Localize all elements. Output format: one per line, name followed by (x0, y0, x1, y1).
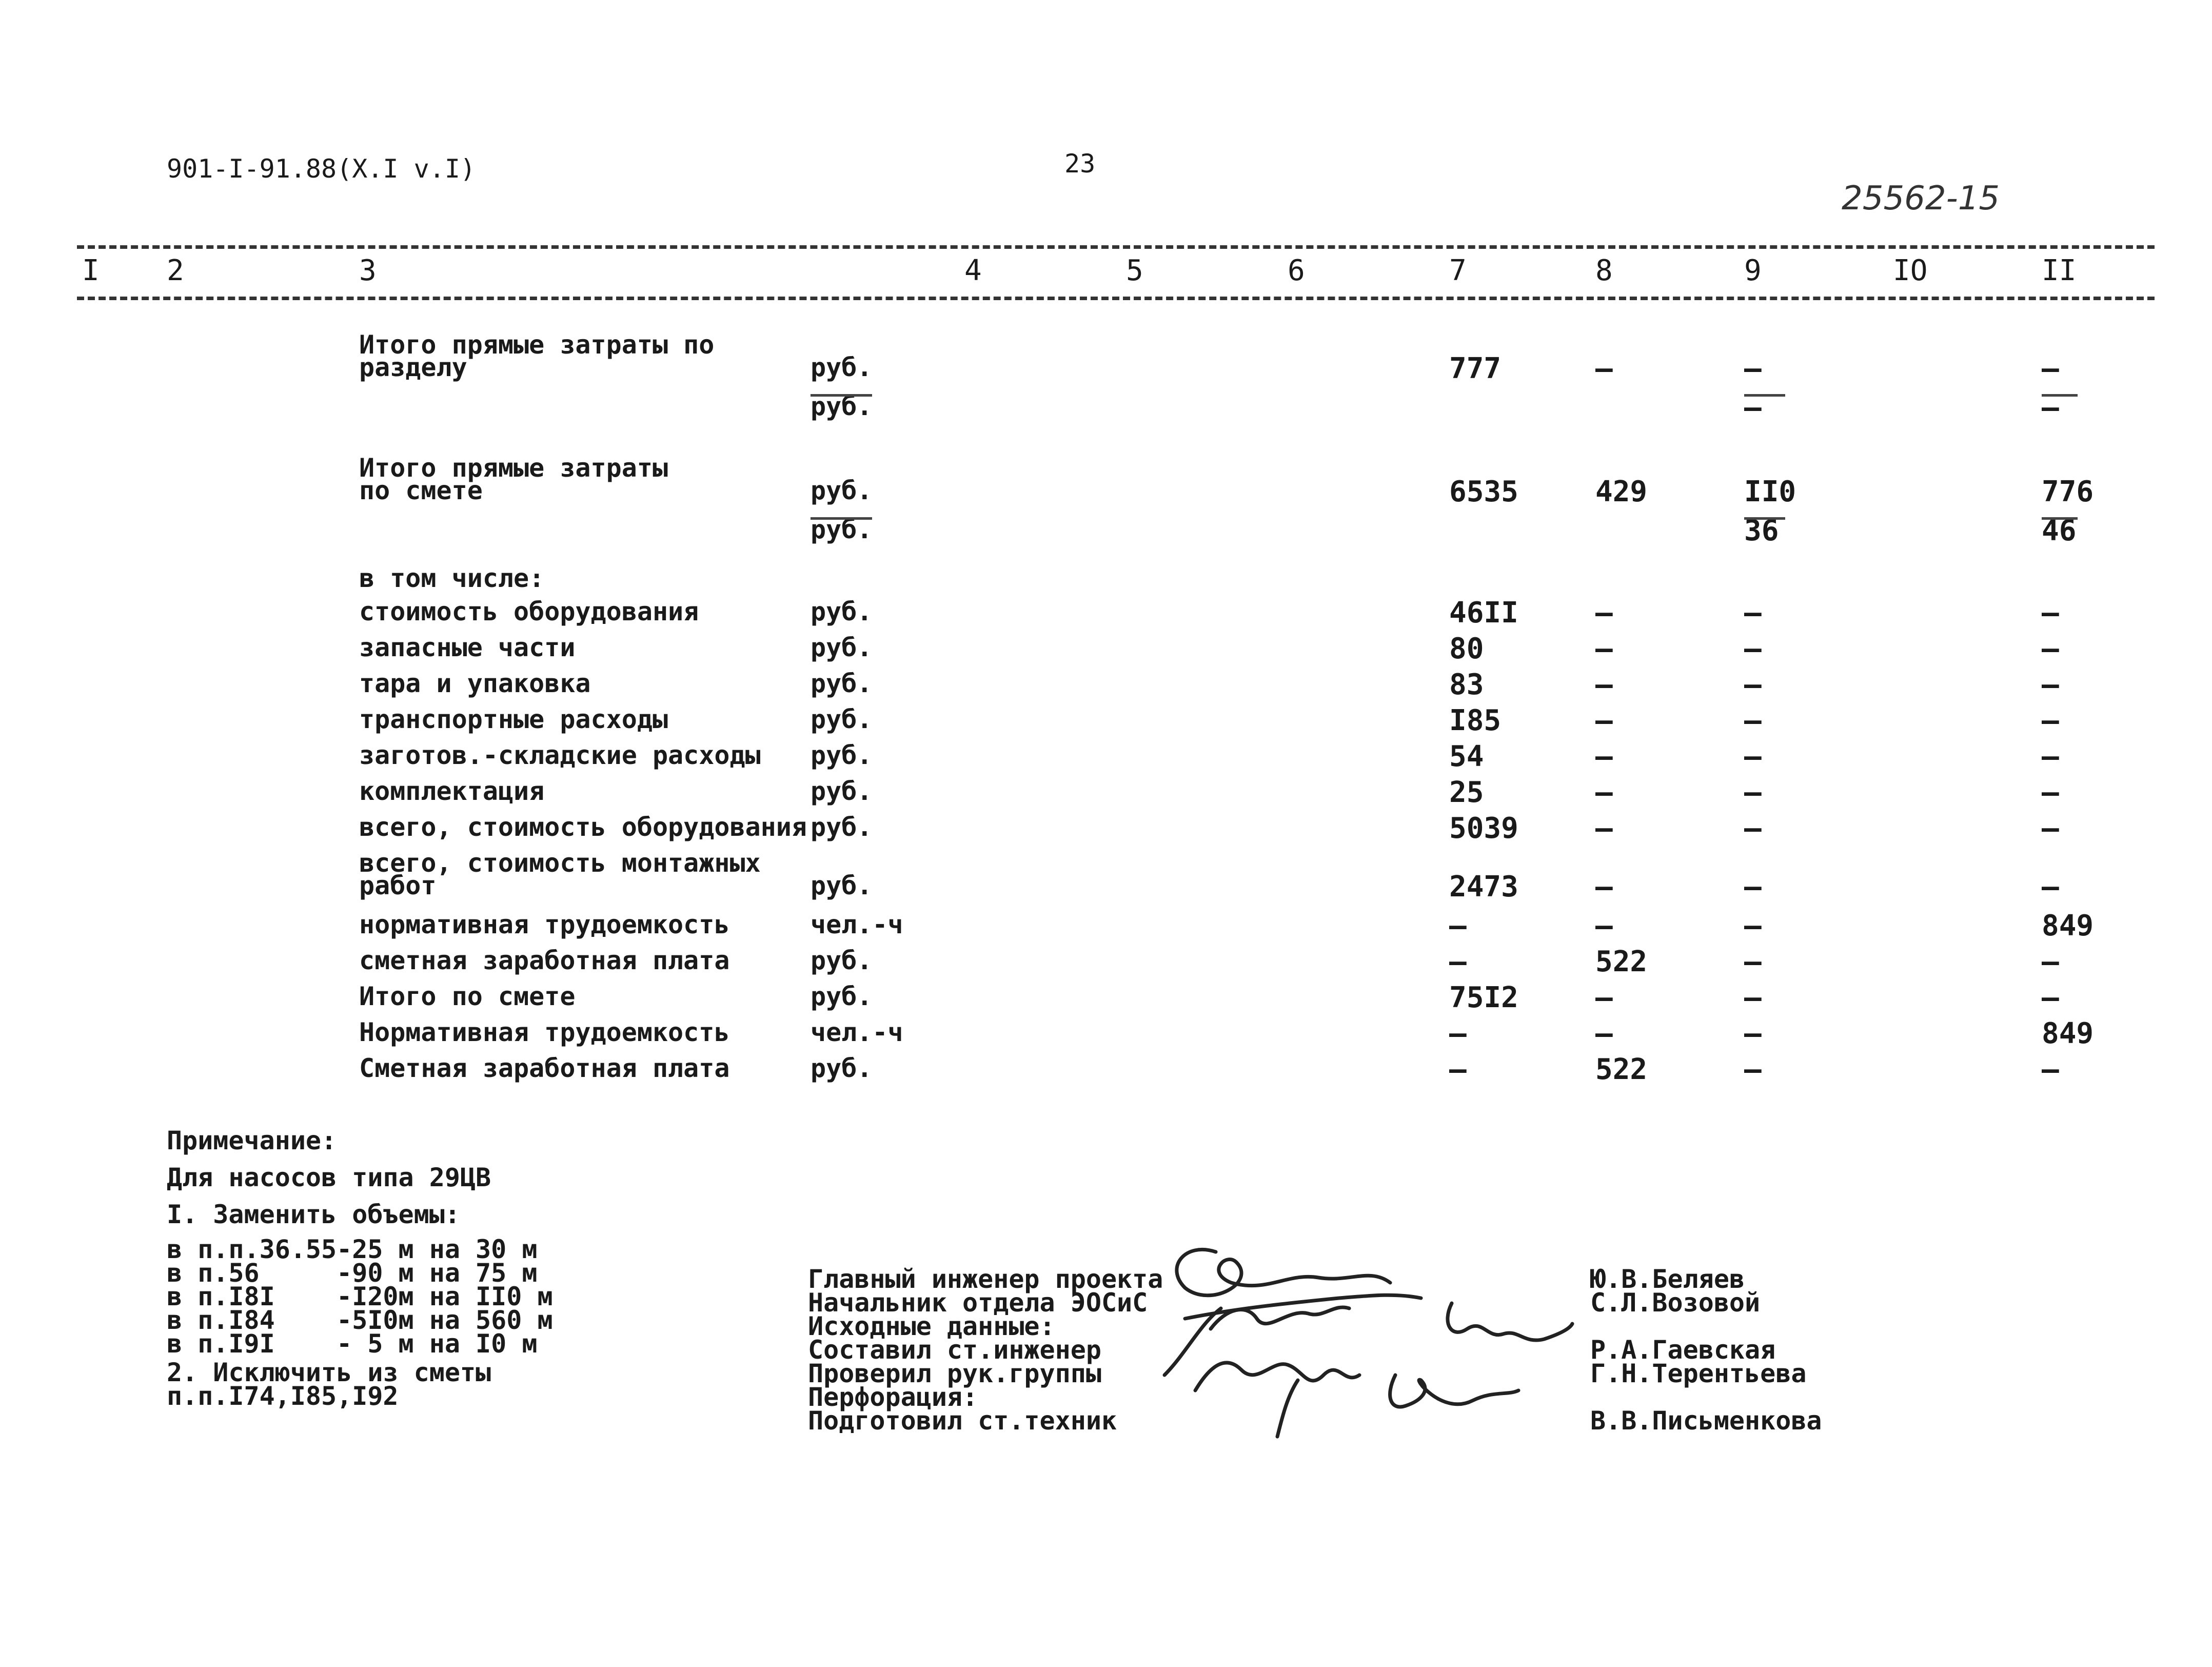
cell-col9: II0 (1744, 475, 1796, 508)
cell-col7: – (1449, 909, 1467, 943)
note-title: Примечание: (167, 1126, 337, 1155)
cell-col9: – (1744, 909, 1762, 943)
cell-col9: – (1744, 668, 1762, 701)
cell-col7: 75I2 (1449, 981, 1518, 1014)
note-line: в п.I9I - 5 м на I0 м (167, 1329, 538, 1359)
signature-role: Составил ст.инженер (808, 1335, 1101, 1365)
cell-col7: 2473 (1449, 870, 1518, 904)
cell-col11: 46 (2042, 514, 2077, 547)
row-unit: руб. (811, 740, 873, 770)
column-header: 8 (1595, 254, 1613, 287)
cell-col7: – (1449, 1017, 1467, 1050)
cell-col7: I85 (1449, 704, 1502, 737)
fraction-bar (2042, 394, 2078, 397)
row-label: нормативная трудоемкость (359, 910, 730, 939)
note-subtitle: Для насосов типа 29ЦВ (167, 1163, 491, 1192)
signature-scribbles (1154, 1221, 1575, 1447)
column-header: 3 (359, 254, 377, 287)
column-header: 9 (1744, 254, 1762, 287)
cell-col8: – (1595, 352, 1613, 385)
header-rule-bottom (77, 297, 2155, 300)
column-header: 2 (167, 254, 184, 287)
handwritten-code: 25562-15 (1842, 180, 2000, 218)
cell-col8: – (1595, 909, 1613, 943)
row-label: тара и упаковка (359, 669, 591, 698)
note-item1-title: I. Заменить объемы: (167, 1200, 460, 1229)
cell-col9: – (1744, 391, 1762, 424)
cell-col9: – (1744, 1053, 1762, 1086)
signature-role: Начальник отдела ЭОСиС (808, 1288, 1148, 1318)
signature-roles (808, 1264, 1163, 1436)
cell-col9: – (1744, 870, 1762, 904)
row-label: заготов.-складские расходы (359, 740, 761, 770)
cell-col7: 777 (1449, 352, 1502, 385)
signature-name: С.Л.Возовой (1590, 1288, 1761, 1318)
row-unit: чел.-ч (811, 910, 903, 939)
row-label: транспортные расходы (359, 704, 668, 734)
row-label: стоимость оборудования (359, 597, 699, 626)
cell-col8: – (1595, 632, 1613, 665)
cell-col7: 54 (1449, 740, 1484, 773)
signature-name: Ю.В.Беляев (1590, 1264, 1745, 1294)
column-header: II (2042, 254, 2077, 287)
cell-col7: 80 (1449, 632, 1484, 665)
cell-col11: – (2042, 981, 2059, 1014)
cell-col7: 83 (1449, 668, 1484, 701)
signature-name: В.В.Письменкова (1590, 1406, 1822, 1436)
fraction-bar (1744, 517, 1785, 520)
row-label: в том числе: (359, 563, 545, 593)
signature-role: Подготовил ст.техник (808, 1406, 1117, 1436)
fraction-bar (811, 517, 872, 520)
cell-col11: – (2042, 668, 2059, 701)
cell-col11: – (2042, 870, 2059, 904)
cell-col11: – (2042, 740, 2059, 773)
row-unit: руб. (811, 352, 873, 382)
note-line: в п.56 -90 м на 75 м (167, 1258, 538, 1288)
cell-col8: – (1595, 740, 1613, 773)
page-number: 23 (1064, 149, 1096, 179)
cell-col8: – (1595, 1017, 1613, 1050)
row-unit: руб. (811, 391, 873, 421)
cell-col9: – (1744, 945, 1762, 978)
cell-col11: – (2042, 596, 2059, 630)
row-unit: руб. (811, 669, 873, 698)
cell-col11: 776 (2042, 475, 2094, 508)
row-label: всего, стоимость монтажных работ (359, 848, 761, 900)
column-header: 6 (1288, 254, 1305, 287)
cell-col8: 522 (1595, 1053, 1648, 1086)
row-unit: руб. (811, 946, 873, 975)
row-unit: руб. (811, 1053, 873, 1083)
row-unit: чел.-ч (811, 1017, 903, 1047)
note-line: в п.I84 -5I0м на 560 м (167, 1305, 553, 1335)
cell-col7: 6535 (1449, 475, 1518, 508)
row-unit: руб. (811, 476, 873, 505)
signature-names (1590, 1264, 1822, 1436)
row-label: Сметная заработная плата (359, 1053, 730, 1083)
cell-col8: – (1595, 870, 1613, 904)
row-label: Итого прямые затраты по разделу (359, 330, 715, 382)
note-line: в п.п.36.55-25 м на 30 м (167, 1234, 538, 1264)
cell-col9: – (1744, 352, 1762, 385)
fraction-bar (1744, 394, 1785, 397)
note-block (167, 1126, 553, 1411)
row-unit: руб. (811, 871, 873, 900)
cell-col7: 46II (1449, 596, 1518, 630)
column-header: 7 (1449, 254, 1467, 287)
fraction-bar (811, 394, 872, 397)
row-label: всего, стоимость оборудования (359, 812, 807, 842)
fraction-bar (2042, 517, 2078, 520)
cell-col9: 36 (1744, 514, 1779, 547)
cell-col8: 522 (1595, 945, 1648, 978)
cell-col9: – (1744, 740, 1762, 773)
signature-role: Перфорация: (808, 1382, 978, 1412)
note-line: п.п.I74,I85,I92 (167, 1381, 399, 1411)
note-item1-lines (167, 1234, 553, 1359)
cell-col11: – (2042, 352, 2059, 385)
row-label: Итого по смете (359, 982, 576, 1011)
cell-col9: – (1744, 632, 1762, 665)
cell-col11: – (2042, 945, 2059, 978)
note-line: в п.I8I -I20м на II0 м (167, 1282, 553, 1311)
cell-col11: – (2042, 632, 2059, 665)
row-label: Итого прямые затраты по смете (359, 453, 668, 505)
row-label: сметная заработная плата (359, 946, 730, 975)
column-header: 4 (964, 254, 982, 287)
cell-col7: 25 (1449, 776, 1484, 809)
cell-col7: – (1449, 1053, 1467, 1086)
row-label: комплектация (359, 776, 545, 806)
cell-col11: 849 (2042, 909, 2094, 943)
cell-col11: – (2042, 812, 2059, 845)
note-line: 2. Исключить из сметы (167, 1358, 491, 1387)
row-unit: руб. (811, 704, 873, 734)
cell-col7: 5039 (1449, 812, 1518, 845)
row-unit: руб. (811, 982, 873, 1011)
cell-col11: – (2042, 391, 2059, 424)
signature-role: Главный инженер проекта (808, 1264, 1163, 1294)
cell-col8: – (1595, 776, 1613, 809)
signature-name: Г.Н.Терентьева (1590, 1359, 1807, 1388)
cell-col9: – (1744, 981, 1762, 1014)
cell-col9: – (1744, 596, 1762, 630)
signature-role: Проверил рук.группы (808, 1359, 1101, 1388)
row-unit: руб. (811, 597, 873, 626)
cell-col9: – (1744, 704, 1762, 737)
cell-col11: – (2042, 776, 2059, 809)
row-label: Нормативная трудоемкость (359, 1017, 730, 1047)
row-unit: руб. (811, 515, 873, 544)
column-header: 5 (1126, 254, 1143, 287)
document-code: 901-I-91.88(X.I v.I) (167, 154, 476, 184)
signature-name: Р.А.Гаевская (1590, 1335, 1776, 1365)
note-item2-lines (167, 1358, 553, 1411)
row-unit: руб. (811, 812, 873, 842)
cell-col8: – (1595, 596, 1613, 630)
row-unit: руб. (811, 633, 873, 662)
cell-col8: – (1595, 704, 1613, 737)
cell-col8: 429 (1595, 475, 1648, 508)
column-header: IO (1893, 254, 1928, 287)
signature-role: Исходные данные: (808, 1311, 1055, 1341)
cell-col11: – (2042, 704, 2059, 737)
cell-col8: – (1595, 981, 1613, 1014)
column-header: I (82, 254, 100, 287)
row-unit: руб. (811, 776, 873, 806)
cell-col9: – (1744, 776, 1762, 809)
row-label: запасные части (359, 633, 576, 662)
cell-col7: – (1449, 945, 1467, 978)
header-rule-top (77, 245, 2155, 249)
cell-col11: – (2042, 1053, 2059, 1086)
cell-col9: – (1744, 1017, 1762, 1050)
cell-col8: – (1595, 668, 1613, 701)
cell-col9: – (1744, 812, 1762, 845)
cell-col8: – (1595, 812, 1613, 845)
cell-col11: 849 (2042, 1017, 2094, 1050)
